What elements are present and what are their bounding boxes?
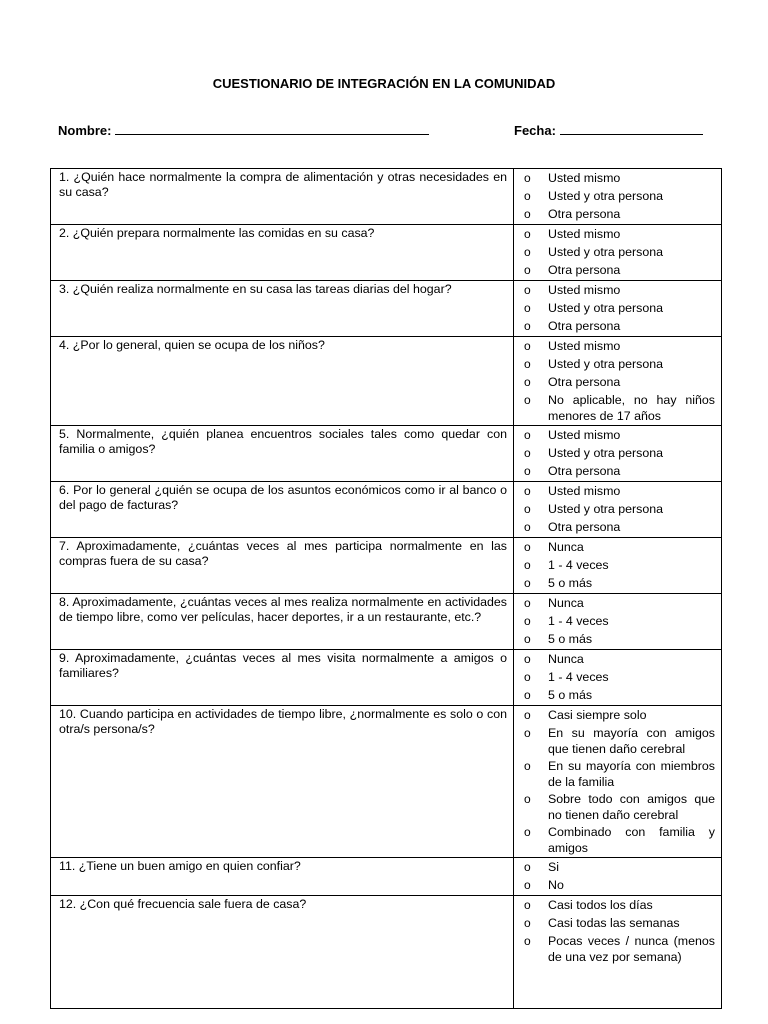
answer-option[interactable] bbox=[524, 519, 715, 536]
question-row bbox=[51, 650, 722, 706]
radio-circle-icon[interactable]: o bbox=[524, 464, 531, 478]
radio-circle-icon[interactable]: o bbox=[524, 916, 531, 930]
radio-circle-icon[interactable]: o bbox=[524, 227, 531, 241]
option-label: Nunca bbox=[548, 596, 584, 610]
answer-option[interactable] bbox=[524, 707, 715, 724]
option-label: 5 o más bbox=[548, 576, 593, 590]
nombre-row bbox=[58, 122, 429, 139]
option-list bbox=[524, 897, 715, 965]
answer-options bbox=[514, 337, 722, 426]
answer-option[interactable] bbox=[524, 188, 715, 205]
radio-circle-icon[interactable]: o bbox=[524, 301, 531, 315]
option-label: Otra persona bbox=[548, 464, 621, 478]
radio-circle-icon[interactable]: o bbox=[524, 860, 531, 874]
option-label: Usted y otra persona bbox=[548, 189, 664, 203]
question-row bbox=[51, 225, 722, 281]
answer-option[interactable] bbox=[524, 651, 715, 668]
answer-option[interactable] bbox=[524, 356, 715, 373]
answer-option[interactable] bbox=[524, 262, 715, 279]
option-list bbox=[524, 707, 715, 856]
option-list bbox=[524, 651, 715, 704]
radio-circle-icon[interactable]: o bbox=[524, 934, 531, 948]
question-text: 6. Por lo general ¿quién se ocupa de los asuntos económicos como ir al banco o del pago de facturas? bbox=[51, 482, 514, 538]
radio-circle-icon[interactable]: o bbox=[524, 878, 531, 892]
radio-circle-icon[interactable]: o bbox=[524, 484, 531, 498]
answer-option[interactable] bbox=[524, 282, 715, 299]
answer-option[interactable] bbox=[524, 170, 715, 187]
radio-circle-icon[interactable]: o bbox=[524, 428, 531, 442]
question-row bbox=[51, 706, 722, 858]
option-label: En su mayoría con miembros de la familia bbox=[548, 759, 715, 789]
option-label: Usted mismo bbox=[548, 428, 621, 442]
radio-circle-icon[interactable]: o bbox=[524, 502, 531, 516]
answer-option[interactable] bbox=[524, 338, 715, 355]
answer-option[interactable] bbox=[524, 758, 715, 790]
nombre-field[interactable] bbox=[115, 122, 429, 135]
answer-option[interactable] bbox=[524, 427, 715, 444]
radio-circle-icon[interactable]: o bbox=[524, 319, 531, 333]
fecha-label: Fecha: bbox=[514, 123, 556, 138]
question-row bbox=[51, 337, 722, 426]
radio-circle-icon[interactable]: o bbox=[524, 171, 531, 185]
radio-circle-icon[interactable]: o bbox=[524, 670, 531, 684]
radio-circle-icon[interactable]: o bbox=[524, 520, 531, 534]
option-list bbox=[524, 427, 715, 480]
radio-circle-icon[interactable]: o bbox=[524, 726, 531, 740]
question-row bbox=[51, 896, 722, 1009]
question-text: 11. ¿Tiene un buen amigo en quien confiar? bbox=[51, 858, 514, 896]
option-label: Usted y otra persona bbox=[548, 245, 664, 259]
answer-option[interactable] bbox=[524, 859, 715, 876]
radio-circle-icon[interactable]: o bbox=[524, 652, 531, 666]
fecha-row bbox=[514, 122, 703, 139]
option-label: 1 - 4 veces bbox=[548, 558, 609, 572]
answer-option[interactable] bbox=[524, 613, 715, 630]
question-row bbox=[51, 594, 722, 650]
option-list bbox=[524, 539, 715, 592]
answer-option[interactable] bbox=[524, 300, 715, 317]
option-list bbox=[524, 595, 715, 648]
question-text: 9. Aproximadamente, ¿cuántas veces al mes visita normalmente a amigos o familiares? bbox=[51, 650, 514, 706]
radio-circle-icon[interactable]: o bbox=[524, 446, 531, 460]
answer-option[interactable] bbox=[524, 374, 715, 391]
radio-circle-icon[interactable]: o bbox=[524, 759, 531, 773]
question-row bbox=[51, 482, 722, 538]
question-text: 8. Aproximadamente, ¿cuántas veces al mes realiza normalmente en actividades de tiempo libre, como ver películas, hacer deportes, ir a un restaurante, etc.? bbox=[51, 594, 514, 650]
radio-circle-icon[interactable]: o bbox=[524, 558, 531, 572]
answer-options bbox=[514, 426, 722, 482]
option-label: Si bbox=[548, 860, 560, 874]
option-label: No aplicable, no hay niños menores de 17 años bbox=[548, 393, 715, 423]
option-list bbox=[524, 338, 715, 424]
radio-circle-icon[interactable]: o bbox=[524, 357, 531, 371]
option-label: No bbox=[548, 878, 564, 892]
option-list bbox=[524, 859, 715, 894]
option-label: Usted y otra persona bbox=[548, 357, 664, 371]
question-text: 10. Cuando participa en actividades de tiempo libre, ¿normalmente es solo o con otra/s persona/s? bbox=[51, 706, 514, 858]
radio-circle-icon[interactable]: o bbox=[524, 283, 531, 297]
answer-option[interactable] bbox=[524, 206, 715, 223]
option-label: En su mayoría con amigos que tienen daño cerebral bbox=[548, 726, 715, 756]
answer-option[interactable] bbox=[524, 595, 715, 612]
option-label: Nunca bbox=[548, 652, 584, 666]
option-label: Usted y otra persona bbox=[548, 301, 664, 315]
question-row bbox=[51, 858, 722, 896]
answer-option[interactable] bbox=[524, 687, 715, 704]
option-label: Usted mismo bbox=[548, 484, 621, 498]
option-label: 5 o más bbox=[548, 632, 593, 646]
option-label: Otra persona bbox=[548, 319, 621, 333]
radio-circle-icon[interactable]: o bbox=[524, 898, 531, 912]
answer-option[interactable] bbox=[524, 539, 715, 556]
answer-options bbox=[514, 482, 722, 538]
option-label: 1 - 4 veces bbox=[548, 614, 609, 628]
answer-options bbox=[514, 281, 722, 337]
option-list bbox=[524, 226, 715, 279]
option-label: Usted mismo bbox=[548, 339, 621, 353]
radio-circle-icon[interactable]: o bbox=[524, 263, 531, 277]
answer-option[interactable] bbox=[524, 244, 715, 261]
answer-option[interactable] bbox=[524, 631, 715, 648]
radio-circle-icon[interactable]: o bbox=[524, 596, 531, 610]
option-label: Sobre todo con amigos que no tienen daño cerebral bbox=[548, 792, 715, 822]
answer-option[interactable] bbox=[524, 318, 715, 335]
answer-option[interactable] bbox=[524, 725, 715, 757]
radio-circle-icon[interactable]: o bbox=[524, 825, 531, 839]
question-text: 7. Aproximadamente, ¿cuántas veces al mes participa normalmente en las compras fuera de su casa? bbox=[51, 538, 514, 594]
option-label: Usted y otra persona bbox=[548, 446, 664, 460]
answer-option[interactable] bbox=[524, 915, 715, 932]
radio-circle-icon[interactable]: o bbox=[524, 393, 531, 407]
answer-option[interactable] bbox=[524, 877, 715, 894]
option-label: 5 o más bbox=[548, 688, 593, 702]
radio-circle-icon[interactable]: o bbox=[524, 792, 531, 806]
question-row bbox=[51, 169, 722, 225]
option-label: Casi siempre solo bbox=[548, 708, 647, 722]
answer-options bbox=[514, 858, 722, 896]
radio-circle-icon[interactable]: o bbox=[524, 207, 531, 221]
answer-option[interactable] bbox=[524, 445, 715, 462]
answer-options bbox=[514, 650, 722, 706]
question-text: 2. ¿Quién prepara normalmente las comidas en su casa? bbox=[51, 225, 514, 281]
question-text: 5. Normalmente, ¿quién planea encuentros sociales tales como quedar con familia o amigos? bbox=[51, 426, 514, 482]
option-label: Nunca bbox=[548, 540, 584, 554]
nombre-label: Nombre: bbox=[58, 123, 112, 138]
answer-option[interactable] bbox=[524, 897, 715, 914]
answer-options bbox=[514, 169, 722, 225]
radio-circle-icon[interactable]: o bbox=[524, 688, 531, 702]
radio-circle-icon[interactable]: o bbox=[524, 375, 531, 389]
option-label: Casi todas las semanas bbox=[548, 916, 680, 930]
option-label: Usted mismo bbox=[548, 227, 621, 241]
answer-option[interactable] bbox=[524, 226, 715, 243]
option-label: Combinado con familia y amigos bbox=[548, 825, 715, 855]
answer-option[interactable] bbox=[524, 392, 715, 424]
answer-option[interactable] bbox=[524, 501, 715, 518]
radio-circle-icon[interactable]: o bbox=[524, 708, 531, 722]
option-label: Pocas veces / nunca (menos de una vez por semana) bbox=[548, 934, 715, 964]
radio-circle-icon[interactable]: o bbox=[524, 576, 531, 590]
question-text: 12. ¿Con qué frecuencia sale fuera de casa? bbox=[51, 896, 514, 1009]
question-row bbox=[51, 281, 722, 337]
questionnaire-table bbox=[50, 168, 722, 1009]
option-list bbox=[524, 282, 715, 335]
radio-circle-icon[interactable]: o bbox=[524, 189, 531, 203]
option-label: Otra persona bbox=[548, 207, 621, 221]
answer-option[interactable] bbox=[524, 791, 715, 823]
question-row bbox=[51, 538, 722, 594]
fecha-field[interactable] bbox=[560, 122, 703, 135]
radio-circle-icon[interactable]: o bbox=[524, 632, 531, 646]
answer-options bbox=[514, 594, 722, 650]
question-text: 4. ¿Por lo general, quien se ocupa de los niños? bbox=[51, 337, 514, 426]
radio-circle-icon[interactable]: o bbox=[524, 245, 531, 259]
answer-option[interactable] bbox=[524, 824, 715, 856]
option-label: Otra persona bbox=[548, 375, 621, 389]
option-label: Otra persona bbox=[548, 520, 621, 534]
document-title: CUESTIONARIO DE INTEGRACIÓN EN LA COMUNIDAD bbox=[212, 76, 556, 91]
option-label: Usted mismo bbox=[548, 283, 621, 297]
answer-option[interactable] bbox=[524, 669, 715, 686]
option-label: Usted y otra persona bbox=[548, 502, 664, 516]
answer-option[interactable] bbox=[524, 933, 715, 965]
answer-option[interactable] bbox=[524, 463, 715, 480]
option-list bbox=[524, 170, 715, 223]
question-row bbox=[51, 426, 722, 482]
answer-options bbox=[514, 706, 722, 858]
radio-circle-icon[interactable]: o bbox=[524, 339, 531, 353]
question-text: 1. ¿Quién hace normalmente la compra de alimentación y otras necesidades en su casa? bbox=[51, 169, 514, 225]
answer-option[interactable] bbox=[524, 483, 715, 500]
radio-circle-icon[interactable]: o bbox=[524, 540, 531, 554]
option-label: Casi todos los días bbox=[548, 898, 653, 912]
option-label: Otra persona bbox=[548, 263, 621, 277]
answer-options bbox=[514, 896, 722, 1009]
option-label: Usted mismo bbox=[548, 171, 621, 185]
answer-option[interactable] bbox=[524, 557, 715, 574]
answer-option[interactable] bbox=[524, 575, 715, 592]
radio-circle-icon[interactable]: o bbox=[524, 614, 531, 628]
question-text: 3. ¿Quién realiza normalmente en su casa las tareas diarias del hogar? bbox=[51, 281, 514, 337]
answer-options bbox=[514, 538, 722, 594]
answer-options bbox=[514, 225, 722, 281]
option-list bbox=[524, 483, 715, 536]
option-label: 1 - 4 veces bbox=[548, 670, 609, 684]
